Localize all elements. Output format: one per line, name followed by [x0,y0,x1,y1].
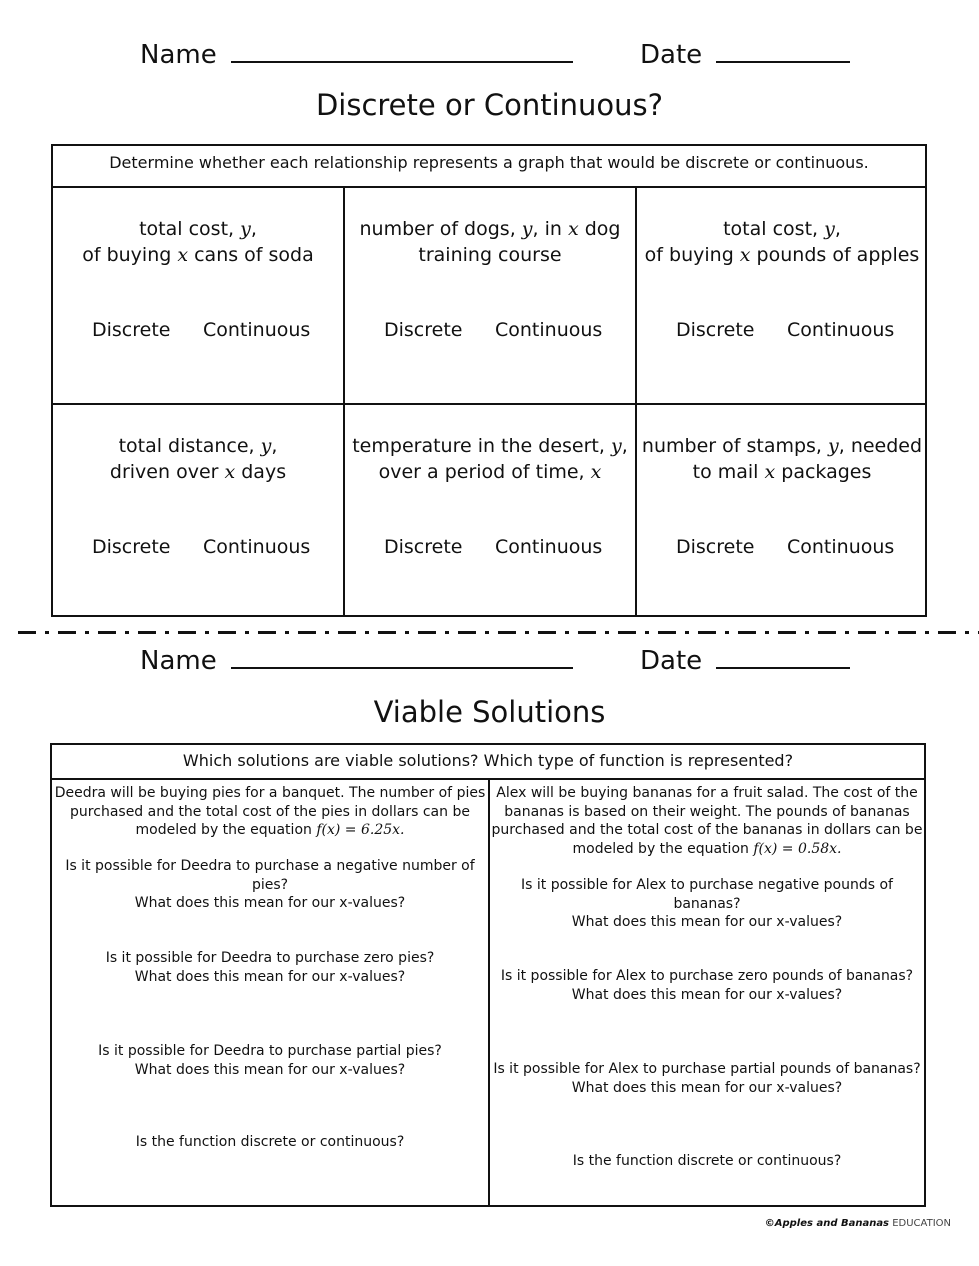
page-title: Viable Solutions [373,695,606,729]
relationship-text: total distance, y, driven over x days [109,435,287,483]
name-blank[interactable] [231,663,573,669]
alex-question-2: Is it possible for Alex to purchase zero pounds of bananas? What does this mean for our x-values? [500,968,914,1003]
relationship-cell [53,186,343,401]
continuous-option[interactable]: Continuous [787,536,895,558]
relationship-text: number of stamps, y, needed to mail x packages [641,435,923,483]
relationship-cell [637,403,927,618]
date-label: Date [640,646,703,676]
continuous-option[interactable]: Continuous [787,319,895,341]
name-field-2[interactable] [140,646,573,676]
name-label: Name [140,40,217,70]
alex-intro: Alex will be buying bananas for a fruit salad. The cost of the bananas is based on their weight. The pounds of bananas purchased and the total cost of the bananas in dollars can be modeled by the equation f(x) = 0.58x. [491,785,923,857]
deedra-question-1: Is it possible for Deedra to purchase a negative number of pies? What does this mean for our x-values? [65,858,475,911]
deedra-question-4: Is the function discrete or continuous? [135,1134,405,1150]
date-blank[interactable] [716,57,850,63]
relationship-cell [345,403,635,618]
table-instructions: Determine whether each relationship represents a graph that would be discrete or continuous. [53,146,925,188]
date-field-1[interactable] [640,40,850,70]
discrete-option[interactable]: Discrete [384,536,463,558]
relationship-cell [345,186,635,401]
relationship-text: temperature in the desert, y, over a period of time, x [352,435,628,483]
deedra-question-3: Is it possible for Deedra to purchase partial pies? What does this mean for our x-values? [98,1043,442,1078]
cut-line [18,631,979,634]
alex-question-1: Is it possible for Alex to purchase negative pounds of bananas? What does this mean for our x-values? [521,877,893,930]
date-label: Date [640,40,703,70]
relationship-cell [637,186,927,401]
relationship-text: number of dogs, y, in x dog training course [359,218,621,266]
continuous-option[interactable]: Continuous [495,319,603,341]
deedra-intro: Deedra will be buying pies for a banquet. The number of pies purchased and the total cost of the pies in dollars can be modeled by the equation f(x) = 6.25x. [54,785,486,838]
relationship-text: total cost, y, of buying x pounds of apples [644,218,920,266]
continuous-option[interactable]: Continuous [203,319,311,341]
equation: f(x) = 6.25x. [316,822,405,838]
discrete-option[interactable]: Discrete [92,536,171,558]
name-blank[interactable] [231,57,573,63]
table-instructions: Which solutions are viable solutions? Which type of function is represented? [52,745,924,780]
name-label: Name [140,646,217,676]
alex-question-4: Is the function discrete or continuous? [572,1153,842,1169]
footer-credit: ©Apples and Bananas EDUCATION [764,1218,951,1229]
discrete-option[interactable]: Discrete [92,319,171,341]
deedra-question-2: Is it possible for Deedra to purchase zero pies? What does this mean for our x-values? [105,950,435,985]
relationship-text: total cost, y, of buying x cans of soda [82,218,314,266]
alex-question-3: Is it possible for Alex to purchase partial pounds of bananas? What does this mean for our x-values? [493,1061,921,1096]
date-field-2[interactable] [640,646,850,676]
continuous-option[interactable]: Continuous [495,536,603,558]
date-blank[interactable] [716,663,850,669]
discrete-option[interactable]: Discrete [384,319,463,341]
page-title: Discrete or Continuous? [315,88,664,122]
relationship-cell [53,403,343,618]
continuous-option[interactable]: Continuous [203,536,311,558]
name-field-1[interactable] [140,40,573,70]
discrete-option[interactable]: Discrete [676,536,755,558]
discrete-option[interactable]: Discrete [676,319,755,341]
equation: f(x) = 0.58x. [753,840,842,857]
